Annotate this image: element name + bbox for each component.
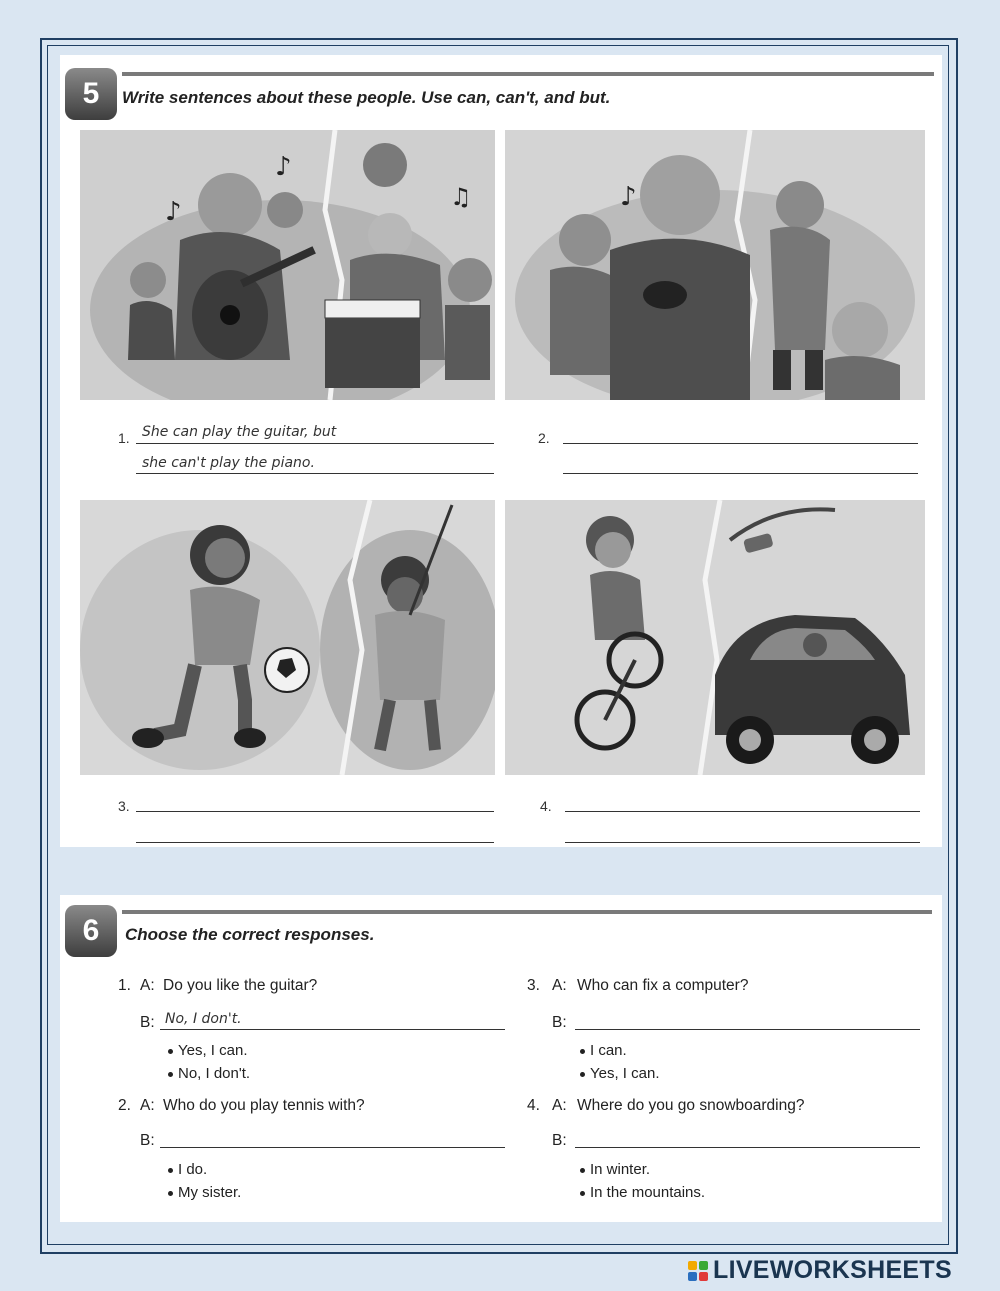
bullet-dot bbox=[580, 1049, 585, 1054]
question-4-a-label: A: bbox=[552, 1097, 567, 1114]
bullet-dot bbox=[580, 1168, 585, 1173]
question-3-option-2[interactable]: Yes, I can. bbox=[580, 1065, 660, 1082]
item-1-answer-line-1[interactable] bbox=[136, 443, 494, 444]
item-4-answer-line-2[interactable] bbox=[565, 842, 920, 843]
question-2-text: Who do you play tennis with? bbox=[163, 1097, 365, 1114]
question-1-number: 1. bbox=[118, 977, 131, 994]
question-1-option-2[interactable]: No, I don't. bbox=[168, 1065, 250, 1082]
question-1-answer-line[interactable] bbox=[160, 1029, 505, 1030]
question-4-b-label: B: bbox=[552, 1132, 567, 1149]
question-3-answer-line[interactable] bbox=[575, 1029, 920, 1030]
liveworksheets-logo-text: LIVEWORKSHEETS bbox=[713, 1256, 952, 1284]
bullet-dot bbox=[168, 1072, 173, 1077]
exercise-6-instruction: Choose the correct responses. bbox=[125, 925, 375, 944]
item-3-answer-line-1[interactable] bbox=[136, 811, 494, 812]
question-1-option-1[interactable]: Yes, I can. bbox=[168, 1042, 248, 1059]
item-1-answer-text-2: she can't play the piano. bbox=[142, 455, 315, 471]
question-2-b-label: B: bbox=[140, 1132, 155, 1149]
question-2-option-2[interactable]: My sister. bbox=[168, 1184, 241, 1201]
illustration-bike-car-scene bbox=[505, 500, 925, 775]
exercise-6-header-bar bbox=[122, 910, 932, 914]
exercise-6-number-badge: 6 bbox=[65, 905, 117, 957]
question-3-number: 3. bbox=[527, 977, 540, 994]
question-1-text: Do you like the guitar? bbox=[163, 977, 318, 994]
bullet-dot bbox=[580, 1191, 585, 1196]
illustration-singing-scene bbox=[505, 130, 925, 400]
item-4-answer-line-1[interactable] bbox=[565, 811, 920, 812]
exercise-5-header-bar bbox=[122, 72, 934, 76]
bullet-dot bbox=[580, 1072, 585, 1077]
question-4-text: Where do you go snowboarding? bbox=[577, 1097, 805, 1114]
question-2-option-1[interactable]: I do. bbox=[168, 1161, 207, 1178]
question-3-a-label: A: bbox=[552, 977, 567, 994]
illustration-music-scene bbox=[80, 130, 495, 400]
svg-text:♪: ♪ bbox=[275, 152, 292, 182]
question-3-b-label: B: bbox=[552, 1014, 567, 1031]
question-2-a-label: A: bbox=[140, 1097, 155, 1114]
question-1-a-label: A: bbox=[140, 977, 155, 994]
item-4-number: 4. bbox=[540, 798, 552, 814]
item-3-answer-line-2[interactable] bbox=[136, 842, 494, 843]
svg-text:♫: ♫ bbox=[450, 183, 472, 211]
question-3-option-1[interactable]: I can. bbox=[580, 1042, 627, 1059]
question-4-option-1[interactable]: In winter. bbox=[580, 1161, 650, 1178]
svg-text:♪: ♪ bbox=[620, 182, 637, 212]
item-2-answer-line-1[interactable] bbox=[563, 443, 918, 444]
question-4-option-2[interactable]: In the mountains. bbox=[580, 1184, 705, 1201]
item-2-answer-line-2[interactable] bbox=[563, 473, 918, 474]
question-1-answer-text: No, I don't. bbox=[165, 1011, 242, 1027]
exercise-5-number-badge: 5 bbox=[65, 68, 117, 120]
item-1-answer-line-2[interactable] bbox=[136, 473, 494, 474]
item-2-number: 2. bbox=[538, 430, 550, 446]
exercise-5-instruction: Write sentences about these people. Use can, can't, and but. bbox=[122, 88, 611, 107]
question-1-b-label: B: bbox=[140, 1014, 155, 1031]
item-3-number: 3. bbox=[118, 798, 130, 814]
illustration-soccer-golf-scene bbox=[80, 500, 495, 775]
question-2-answer-line[interactable] bbox=[160, 1147, 505, 1148]
question-4-answer-line[interactable] bbox=[575, 1147, 920, 1148]
bullet-dot bbox=[168, 1049, 173, 1054]
liveworksheets-logo[interactable] bbox=[688, 1256, 952, 1285]
bullet-dot bbox=[168, 1191, 173, 1196]
bullet-dot bbox=[168, 1168, 173, 1173]
question-4-number: 4. bbox=[527, 1097, 540, 1114]
svg-text:♪: ♪ bbox=[165, 197, 182, 227]
question-3-text: Who can fix a computer? bbox=[577, 977, 749, 994]
question-2-number: 2. bbox=[118, 1097, 131, 1114]
item-1-answer-text-1: She can play the guitar, but bbox=[142, 424, 337, 440]
liveworksheets-logo-icon bbox=[688, 1261, 708, 1281]
item-1-number: 1. bbox=[118, 430, 130, 446]
